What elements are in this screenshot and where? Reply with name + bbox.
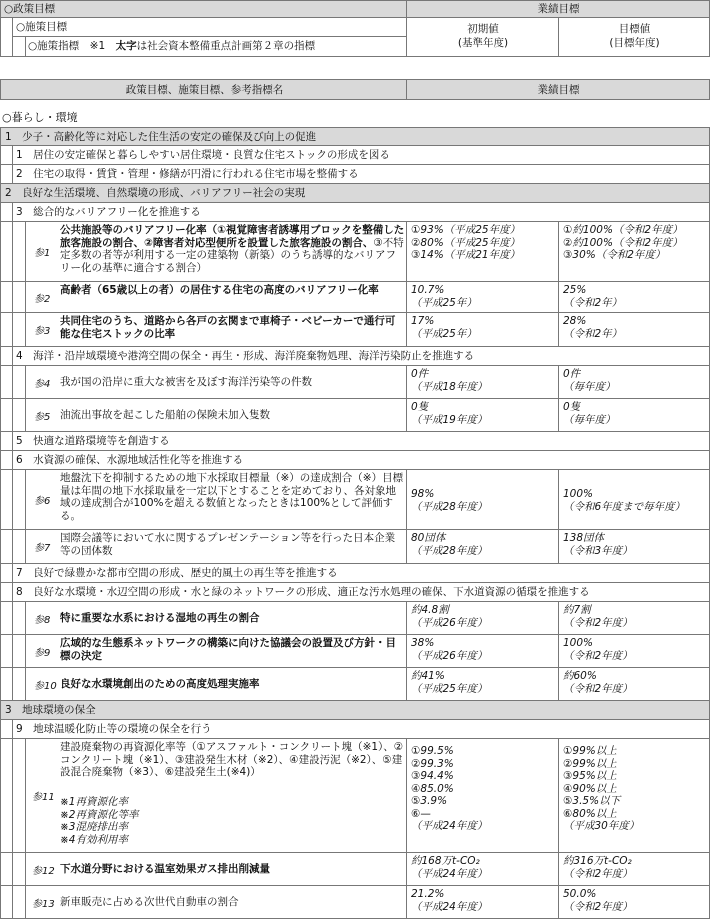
indicator-6-initial: 98% （平成28年度） (411, 488, 488, 513)
legend-initial-value: 初期値 (467, 23, 499, 35)
measure-3-label: 3 総合的なバリアフリー化を推進する (16, 206, 201, 218)
header-left: 政策目標、施策目標、参考指標名 (125, 84, 284, 96)
indicator-3-num: 参3 (34, 326, 51, 337)
indicator-13-num: 参13 (32, 898, 55, 910)
indicator-5-target: 0隻 （毎年度） (563, 401, 616, 426)
indicator-10-target: 約60% （令和2年度） (563, 670, 633, 695)
legend-bold-note-strong: 太字 (115, 40, 137, 52)
indicator-4-num: 参4 (34, 378, 51, 390)
measure-row (0, 720, 710, 739)
measure-row (0, 203, 710, 222)
indicator-7-initial: 80団体 （平成28年度） (411, 532, 488, 557)
indicator-2-name: 高齢者（65歳以上の者）の居住する住宅の高度のバリアフリー化率 (60, 284, 379, 296)
indicator-4-name: 我が国の沿岸に重大な被害を及ぼす海洋汚染等の件数 (60, 376, 312, 388)
measure-row (0, 564, 710, 583)
legend-performance-goal: 業績目標 (537, 3, 580, 15)
indicator-11-num: 参11 (32, 792, 55, 803)
indicator-12-num: 参12 (32, 865, 55, 877)
measure-6-label: 6 水資源の確保、水源地域活性化等を推進する (16, 454, 244, 466)
indicator-row-13 (0, 886, 710, 919)
indicator-10-num: 参10 (34, 680, 57, 692)
indicator-1-initial: ①93%（平成25年度） ②80%（平成25年度） ③14%（平成21年度） (411, 224, 521, 261)
legend-policy-goal: ○政策目標 (4, 3, 56, 15)
legend-target-value: 目標値 (618, 23, 651, 35)
measure-row (0, 146, 710, 165)
indicator-1-target: ①約100%（令和2年度） ②約100%（令和2年度） ③30%（令和2年度） (563, 224, 683, 261)
indicator-2-num: 参2 (34, 293, 51, 305)
indicator-11-name: 建設廃棄物の再資源化率等（①アスファルト・コンクリート塊（※1）、②コンクリート塊（※1）、③建設発生木材（※2）、④建設汚泥（※2）、⑤建設混合廃棄物（※3）、⑥建設発生土(※4)） (60, 741, 404, 778)
goal-row (0, 184, 710, 203)
indicator-5-name: 油流出事故を起こした船舶の保険未加入隻数 (60, 409, 270, 421)
indicator-10-name: 良好な水環境創出のための高度処理実施率 (60, 678, 260, 690)
indicator-3-name: 共同住宅のうち、道路から各戸の玄関まで車椅子・ベビーカーで通行可能な住宅ストックの比率 (60, 315, 396, 340)
measure-2-label: 2 住宅の取得・賃貸・管理・修繕が円滑に行われる住宅市場を整備する (16, 168, 359, 180)
measure-8-label: 8 良好な水環境・水辺空間の形成・水と緑のネットワークの形成、適正な汚水処理の確保、下水道資源の循環を推進する (16, 586, 590, 598)
indicator-12-target: 約316万t-CO₂ （令和2年度） (563, 855, 633, 880)
legend-target-value-sub: (目標年度) (609, 37, 660, 49)
indicator-row-4 (0, 366, 710, 399)
indicator-8-name: 特に重要な水系における湿地の再生の割合 (60, 612, 260, 624)
indicator-11-initial: ①99.5% ②99.3% ③94.4% ④85.0% ⑤3.9% ⑥— （平成24年度） (411, 745, 488, 832)
indicator-5-num: 参5 (34, 411, 51, 423)
legend-initial-value-sub: (基準年度) (457, 37, 509, 49)
indicator-6-name: 地盤沈下を抑制するための地下水採取目標量（※）の達成割合（※）目標量は年間の地下水採取量を一定以下とすることを定めており、各対象地域の達成割合が100%を超える数値となったときは100%として評価する。 (60, 472, 404, 522)
indicator-row-3 (0, 313, 710, 347)
indicator-row-11 (0, 739, 710, 853)
measure-row (0, 347, 710, 366)
goal-2-label: 2 良好な生活環境、自然環境の形成、バリアフリー社会の実現 (5, 187, 306, 199)
indicator-12-name: 下水道分野における温室効果ガス排出削減量 (60, 863, 270, 875)
measure-row (0, 451, 710, 470)
legend-measure-goal: ○施策目標 (16, 21, 68, 33)
measure-row (0, 165, 710, 184)
goal-1-label: 1 少子・高齢化等に対応した住生活の安定の確保及び向上の促進 (5, 131, 317, 143)
indicator-8-target: 約7割 （令和2年度） (563, 604, 633, 629)
indicator-6-num: 参6 (34, 496, 51, 507)
indicator-row-7 (0, 530, 710, 564)
indicator-8-initial: 約4.8割 （平成26年度） (411, 604, 488, 629)
indicator-row-10 (0, 668, 710, 701)
indicator-9-target: 100% （令和2年度） (563, 637, 633, 662)
indicator-1-num: 参1 (34, 248, 51, 259)
section-title-row (0, 108, 710, 126)
indicator-4-initial: 0件 （平成18年度） (411, 368, 488, 393)
legend-row-indicator (0, 37, 710, 57)
legend-row-policy (0, 0, 710, 18)
indicator-row-8 (0, 602, 710, 635)
legend-measure-indicator: ○施策指標 ※1 太字は社会資本整備重点計画第２章の指標 (28, 40, 316, 52)
indicator-row-5 (0, 399, 710, 432)
indicator-3-target: 28% （令和2年） (563, 315, 623, 340)
indicator-7-num: 参7 (34, 543, 51, 554)
indicator-row-12 (0, 853, 710, 886)
header-right: 業績目標 (537, 84, 580, 96)
indicator-6-target: 100% （令和6年度まで毎年度） (563, 488, 686, 513)
indicator-11-notes: ※1再資源化率 ※2再資源化等率 ※3混廃排出率 ※4有効利用率 (60, 796, 139, 846)
indicator-11-target: ①99%以上 ②99%以上 ③95%以上 ④90%以上 ⑤3.5%以下 ⑥80%以上 （平成30年度） (563, 745, 640, 832)
indicator-9-num: 参9 (34, 647, 51, 659)
measure-7-label: 7 良好で緑豊かな都市空間の形成、歴史的風土の再生等を推進する (16, 567, 338, 579)
measure-row (0, 432, 710, 451)
indicator-13-name: 新車販売に占める次世代自動車の割合 (60, 896, 239, 908)
measure-5-label: 5 快適な道路環境等を創造する (16, 435, 170, 447)
section-title: ○暮らし・環境 (2, 111, 78, 124)
measure-1-label: 1 居住の安定確保と暮らしやすい居住環境・良質な住宅ストックの形成を図る (16, 149, 390, 161)
indicator-9-name: 広域的な生態系ネットワークの構築に向けた協議会の設置及び方針・目標の決定 (60, 637, 396, 662)
goal-row (0, 127, 710, 146)
goal-row (0, 701, 710, 720)
indicator-4-target: 0件 （毎年度） (563, 368, 616, 393)
measure-9-label: 9 地球温暖化防止等の環境の保全を行う (16, 723, 212, 735)
indicator-2-target: 25% （令和2年） (563, 284, 623, 309)
indicator-row-2 (0, 282, 710, 313)
measure-4-label: 4 海洋・沿岸域環境や港湾空間の保全・再生・形成、海洋廃棄物処理、海洋汚染防止を推進する (16, 350, 475, 362)
indicator-8-num: 参8 (34, 614, 51, 626)
indicator-1-name: 公共施設等のバリアフリー化率（①視覚障害者誘導用ブロックを整備した旅客施設の割合、②障害者対応型便所を設置した旅客施設の割合、③不特定多数の者等が利用する一定の建築物（新築）のうち誘導的なバリアフリー化の基準に適合する割合） (60, 224, 405, 274)
indicator-7-name: 国際会議等において水に関するプレゼンテーション等を行った日本企業等の団体数 (60, 532, 396, 557)
goal-3-label: 3 地球環境の保全 (5, 704, 96, 716)
indicator-10-initial: 約41% （平成25年度） (411, 670, 488, 695)
indicator-13-initial: 21.2% （平成24年度） (411, 888, 488, 913)
indicator-3-initial: 17% （平成25年） (411, 315, 477, 340)
indicator-row-9 (0, 635, 710, 668)
indicator-5-initial: 0隻 （平成19年度） (411, 401, 488, 426)
indicator-13-target: 50.0% （令和2年度） (563, 888, 633, 913)
table-header (0, 79, 710, 100)
indicator-7-target: 138団体 （令和3年度） (563, 532, 633, 557)
measure-row (0, 583, 710, 602)
indicator-2-initial: 10.7% （平成25年） (411, 284, 477, 309)
indicator-row-6 (0, 470, 710, 530)
indicator-9-initial: 38% （平成26年度） (411, 637, 488, 662)
indicator-row-1 (0, 222, 710, 282)
indicator-12-initial: 約168万t-CO₂ （平成24年度） (411, 855, 488, 880)
